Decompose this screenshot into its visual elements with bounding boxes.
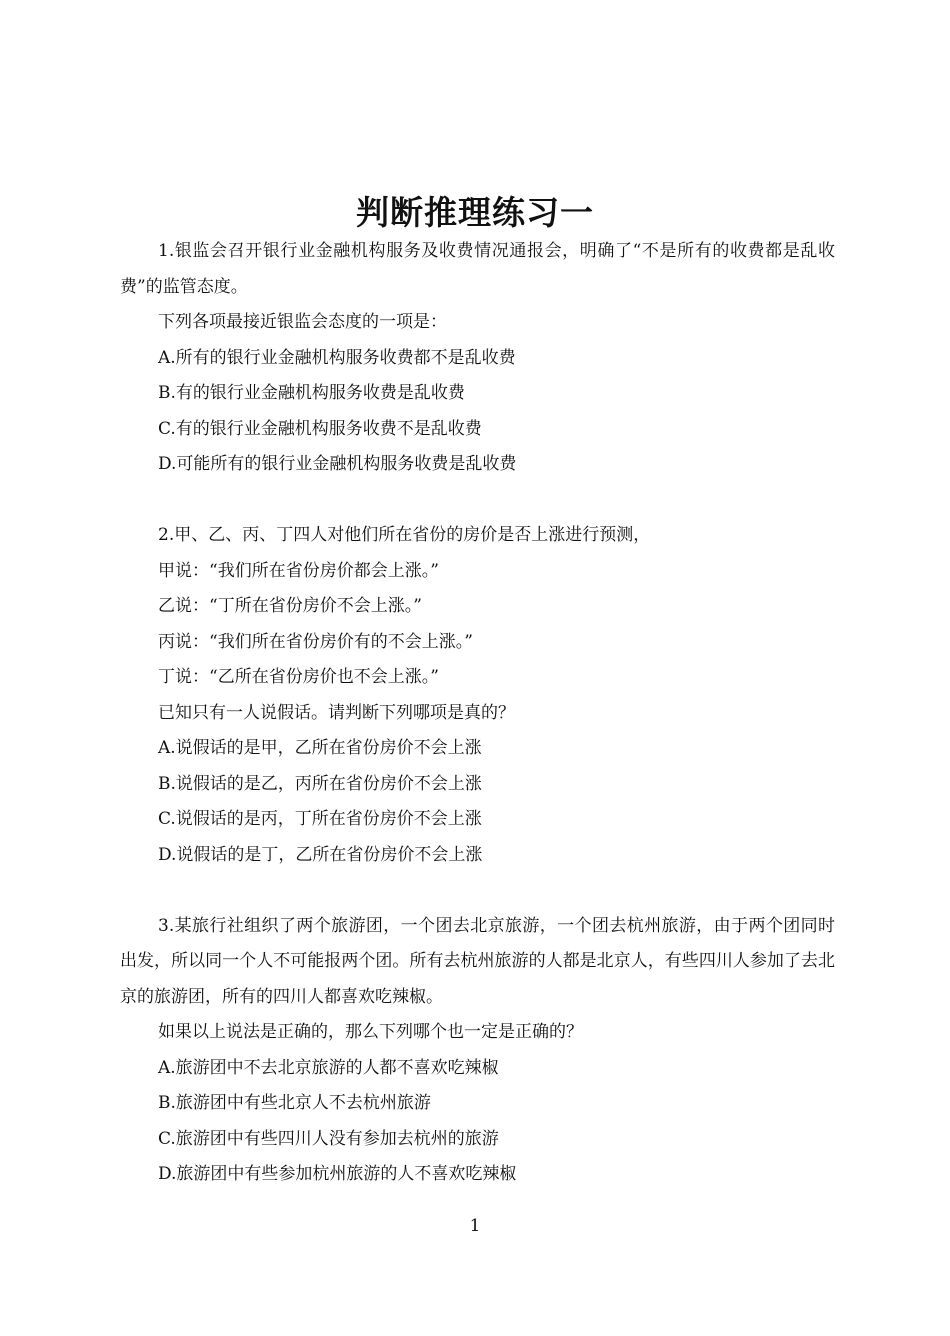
answer-option: D.旅游团中有些参加杭州旅游的人不喜欢吃辣椒 — [158, 1164, 517, 1184]
answer-option: B.说假话的是乙，丙所在省份房价不会上涨 — [158, 773, 482, 794]
answer-option: A.说假话的是甲，乙所在省份房价不会上涨 — [158, 738, 482, 758]
answer-option: A.旅游团中不去北京旅游的人都不喜欢吃辣椒 — [158, 1057, 499, 1078]
page-number: 1 — [469, 1216, 481, 1236]
answer-option: D.可能所有的银行业金融机构服务收费是乱收费 — [158, 454, 517, 474]
question-stem: 2.甲、乙、丙、丁四人对他们所在省份的房价是否上涨进行预测， — [158, 525, 651, 545]
answer-option: C.有的银行业金融机构服务收费不是乱收费 — [158, 418, 482, 439]
question-block — [120, 234, 835, 483]
questions-content — [120, 234, 835, 1193]
statement-line: 丙说：“我们所在省份房价有的不会上涨。” — [158, 631, 473, 652]
question-stem: 1.银监会召开银行业金融机构服务及收费情况通报会，明确了“不是所有的收费都是乱收费”的监管态度。 — [120, 241, 835, 297]
statement-line: 乙说：“丁所在省份房价不会上涨。” — [158, 596, 422, 616]
question-line: 如果以上说法是正确的，那么下列哪个也一定是正确的？ — [158, 1022, 583, 1042]
question-block — [120, 518, 835, 873]
question-stem: 3.某旅行社组织了两个旅游团，一个团去北京旅游，一个团去杭州旅游，由于两个团同时出发，所以同一个人不可能报两个团。所有去杭州旅游的人都是北京人，有些四川人参加了去北京的旅游团，所有的四川人都喜欢吃辣椒。 — [120, 915, 835, 1007]
statement-line: 丁说：“乙所在省份房价也不会上涨。” — [158, 667, 439, 687]
answer-option: B.旅游团中有些北京人不去杭州旅游 — [158, 1093, 431, 1113]
statement-line: 甲说：“我们所在省份房价都会上涨。” — [158, 560, 439, 581]
question-line: 已知只有一人说假话。请判断下列哪项是真的？ — [158, 702, 515, 723]
answer-option: B.有的银行业金融机构服务收费是乱收费 — [158, 383, 465, 403]
question-line: 下列各项最接近银监会态度的一项是： — [158, 312, 447, 332]
answer-option: C.旅游团中有些四川人没有参加去杭州的旅游 — [158, 1128, 499, 1149]
page-title: 判断推理练习一 — [356, 193, 594, 232]
answer-option: C.说假话的是丙，丁所在省份房价不会上涨 — [158, 809, 482, 829]
answer-option: D.说假话的是丁，乙所在省份房价不会上涨 — [158, 844, 483, 865]
answer-option: A.所有的银行业金融机构服务收费都不是乱收费 — [158, 347, 516, 368]
question-block — [120, 909, 835, 1193]
